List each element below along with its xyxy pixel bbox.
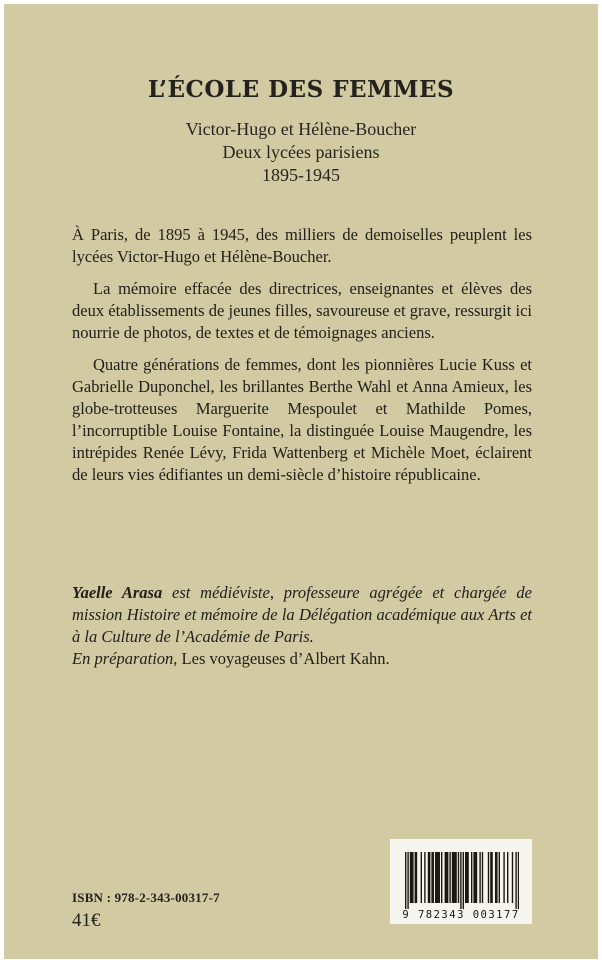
synopsis-paragraph: À Paris, de 1895 à 1945, des milliers de demoiselles peuplent les lycées Victor-Hugo et Hélène-Boucher.	[72, 225, 532, 266]
ean13-barcode	[405, 852, 519, 909]
in-preparation-label: En préparation,	[72, 649, 178, 668]
isbn-label: ISBN : 978-2-343-00317-7	[72, 890, 220, 905]
subtitle-line-schools: Victor-Hugo et Hélène-Boucher	[185, 119, 417, 139]
book-subtitle	[4, 118, 598, 187]
back-cover	[4, 4, 598, 959]
synopsis-paragraph: La mémoire effacée des directrices, enseignantes et élèves des deux établissements de jeunes filles, savoureuse et grave, ressurgit ici nourrie de photos, de textes et de témoignages anciens.	[72, 279, 532, 342]
author-name: Yaelle Arasa	[72, 583, 163, 602]
synopsis-paragraph: Quatre générations de femmes, dont les pionnières Lucie Kuss et Gabrielle Duponchel, les brillantes Berthe Wahl et Anna Amieux, les globe-trotteuses Marguerite Mespoulet et Mathilde Pomes, l’incorruptible Louise Fontaine, la distinguée Louise Maugendre, les intrépides Renée Lévy, Frida Wattenberg et Michèle Moet, éclairent de leurs vies édifiantes un demi-siècle d’histoire républicaine.	[72, 355, 532, 484]
barcode-panel	[390, 839, 532, 924]
subtitle-line-lycees: Deux lycées parisiens	[222, 142, 380, 162]
synopsis-block	[72, 224, 532, 496]
author-bio	[72, 582, 532, 648]
subtitle-line-years: 1895-1945	[262, 165, 340, 185]
book-title: L’ÉCOLE DES FEMMES	[147, 76, 455, 103]
price-label: 41€	[72, 910, 101, 931]
header-block	[4, 76, 598, 187]
author-bio-block	[72, 582, 532, 670]
in-preparation-line	[72, 648, 532, 670]
author-bio-text: est médiéviste, professeure agrégée et chargée de mission Histoire et mémoire de la Délégation académique aux Arts et à la Culture de l’Académie de Paris.	[72, 583, 532, 646]
isbn-price-block	[72, 890, 220, 932]
barcode-digits: 9 782343 003177	[402, 909, 520, 921]
in-preparation-title: Les voyageuses d’Albert Kahn.	[177, 649, 390, 668]
